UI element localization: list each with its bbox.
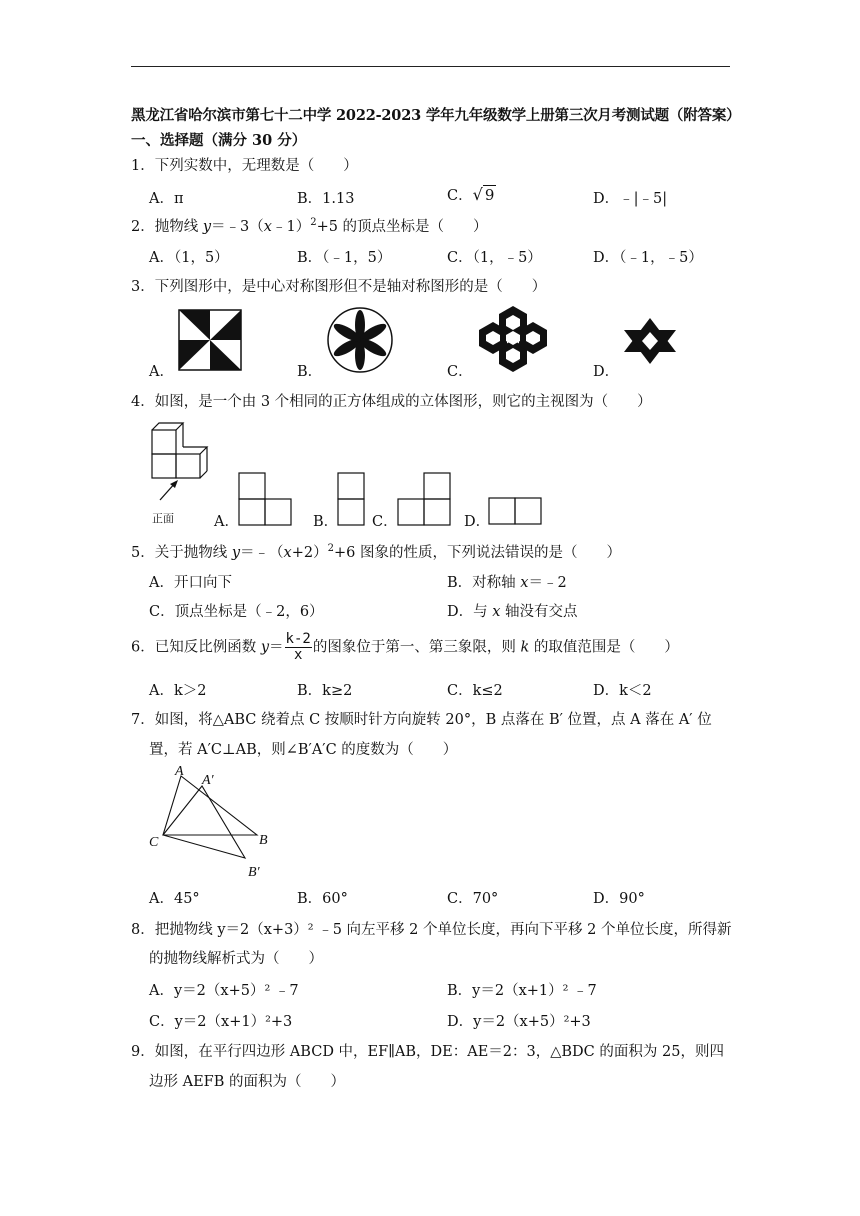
q2-option-c: C．（1，﹣5） (447, 250, 542, 266)
pinwheel-figure (178, 309, 242, 371)
q8-option-c: C．y＝2（x+1）²+3 (149, 1014, 293, 1030)
q3-option-d: D． (593, 364, 620, 380)
section-heading: 一、选择题（满分 30 分） (131, 132, 307, 149)
flower-figure (325, 306, 395, 374)
star-of-david-figure (620, 318, 680, 364)
q8-stem-line1: 8．把抛物线 y＝2（x+3）² ﹣5 向左平移 2 个单位长度，再向下平移 2 个单位长度，所得新 (131, 922, 732, 938)
cube-stack-figure (148, 420, 214, 502)
q7-stem-line2: 置，若 A′C⊥AB，则∠B′A′C 的度数为（ ） (149, 742, 458, 758)
q8-option-d: D．y＝2（x+5）²+3 (447, 1014, 591, 1030)
q6-option-a: A．k＞2 (149, 683, 207, 699)
document-title: 黑龙江省哈尔滨市第七十二中学 2022-2023 学年九年级数学上册第三次月考测试题（附答案） (131, 107, 741, 124)
sqrt-symbol: √ (472, 185, 483, 204)
hexagon-cluster-figure (477, 304, 549, 374)
q2-stem: 2．抛物线 y＝﹣3（x﹣1）$^2$+5 的顶点坐标是（ ） (131, 217, 488, 235)
q5-stem: 5．关于抛物线 $y=﹣(x+2)^2+6$ 图象的性质，下列说法错误的是（ ） (131, 543, 621, 561)
q7-option-b: B．60° (297, 891, 348, 907)
q1-option-c: C．√ 9 (447, 185, 495, 204)
q1-option-a: A．π (149, 191, 184, 207)
q4-option-b: B． (313, 514, 339, 530)
q7-stem-line1: 7．如图，将△ABC 绕着点 C 按顺时针方向旋转 20°，B 点落在 B′ 位置，点 A 落在 A′ 位 (131, 712, 712, 728)
q7-option-c: C．70° (447, 891, 499, 907)
q6-option-c: C．k≤2 (447, 683, 503, 699)
q1-stem: 1．下列实数中，无理数是（ ） (131, 158, 358, 174)
q4-option-a: A． (214, 514, 239, 530)
q4-option-c: C． (372, 514, 398, 530)
q5-option-b: B．对称轴 x＝﹣2 (447, 575, 567, 591)
fraction: $\frac{k-2}{x}$ (285, 631, 311, 663)
q6-option-b: B．k≥2 (297, 683, 353, 699)
header-rule (131, 66, 730, 67)
q4-option-d: D． (464, 514, 491, 530)
q3-stem: 3．下列图形中，是中心对称图形但不是轴对称图形的是（ ） (131, 279, 547, 295)
label-A-prime: A′ (202, 773, 214, 788)
q8-option-b: B．y＝2（x+1）² ﹣7 (447, 983, 597, 999)
q4-stem: 4．如图，是一个由 3 个相同的正方体组成的立体图形，则它的主视图为（ ） (131, 394, 652, 410)
q3-option-b: B． (297, 364, 323, 380)
q4-option-d-figure (488, 497, 542, 525)
front-view-label: 正面 (152, 512, 174, 525)
q6-stem: 6．已知反比例函数 y＝ $\frac{k-2}{x}$ 的图象位于第一、第三象限，则 k 的取值范围是（ ） (131, 631, 679, 663)
q5-option-c: C．顶点坐标是（﹣2，6） (149, 604, 324, 620)
q2-option-a: A．（1，5） (149, 250, 229, 266)
q6-option-d: D．k＜2 (593, 683, 652, 699)
q1-option-b: B．1.13 (297, 191, 355, 207)
label-B: B (259, 833, 268, 848)
label-A: A (175, 764, 184, 779)
q8-stem-line2: 的抛物线解析式为（ ） (149, 951, 323, 967)
q3-option-a: A． (149, 364, 174, 380)
q1-option-d: D．﹣|﹣5| (593, 191, 668, 207)
rotation-triangle-figure (145, 762, 280, 880)
q7-option-a: A．45° (149, 891, 200, 907)
q2-option-b: B．（﹣1，5） (297, 250, 392, 266)
q5-option-a: A．开口向下 (149, 575, 232, 591)
q9-stem-line2: 边形 AEFB 的面积为（ ） (149, 1074, 345, 1090)
q9-stem-line1: 9．如图，在平行四边形 ABCD 中，EF∥AB，DE：AE＝2：3，△BDC 的面积为 25，则四 (131, 1044, 724, 1060)
q7-option-d: D．90° (593, 891, 645, 907)
label-C: C (149, 835, 159, 850)
label-B-prime: B′ (248, 865, 260, 880)
q2-option-d: D．（﹣1，﹣5） (593, 250, 703, 266)
q3-option-c: C． (447, 364, 473, 380)
q4-option-b-figure (337, 472, 365, 526)
q5-option-d: D．与 x 轴没有交点 (447, 604, 578, 620)
q4-option-c-figure (397, 472, 451, 526)
q4-option-a-figure (238, 472, 292, 526)
q8-option-a: A．y＝2（x+5）² ﹣7 (149, 983, 299, 999)
